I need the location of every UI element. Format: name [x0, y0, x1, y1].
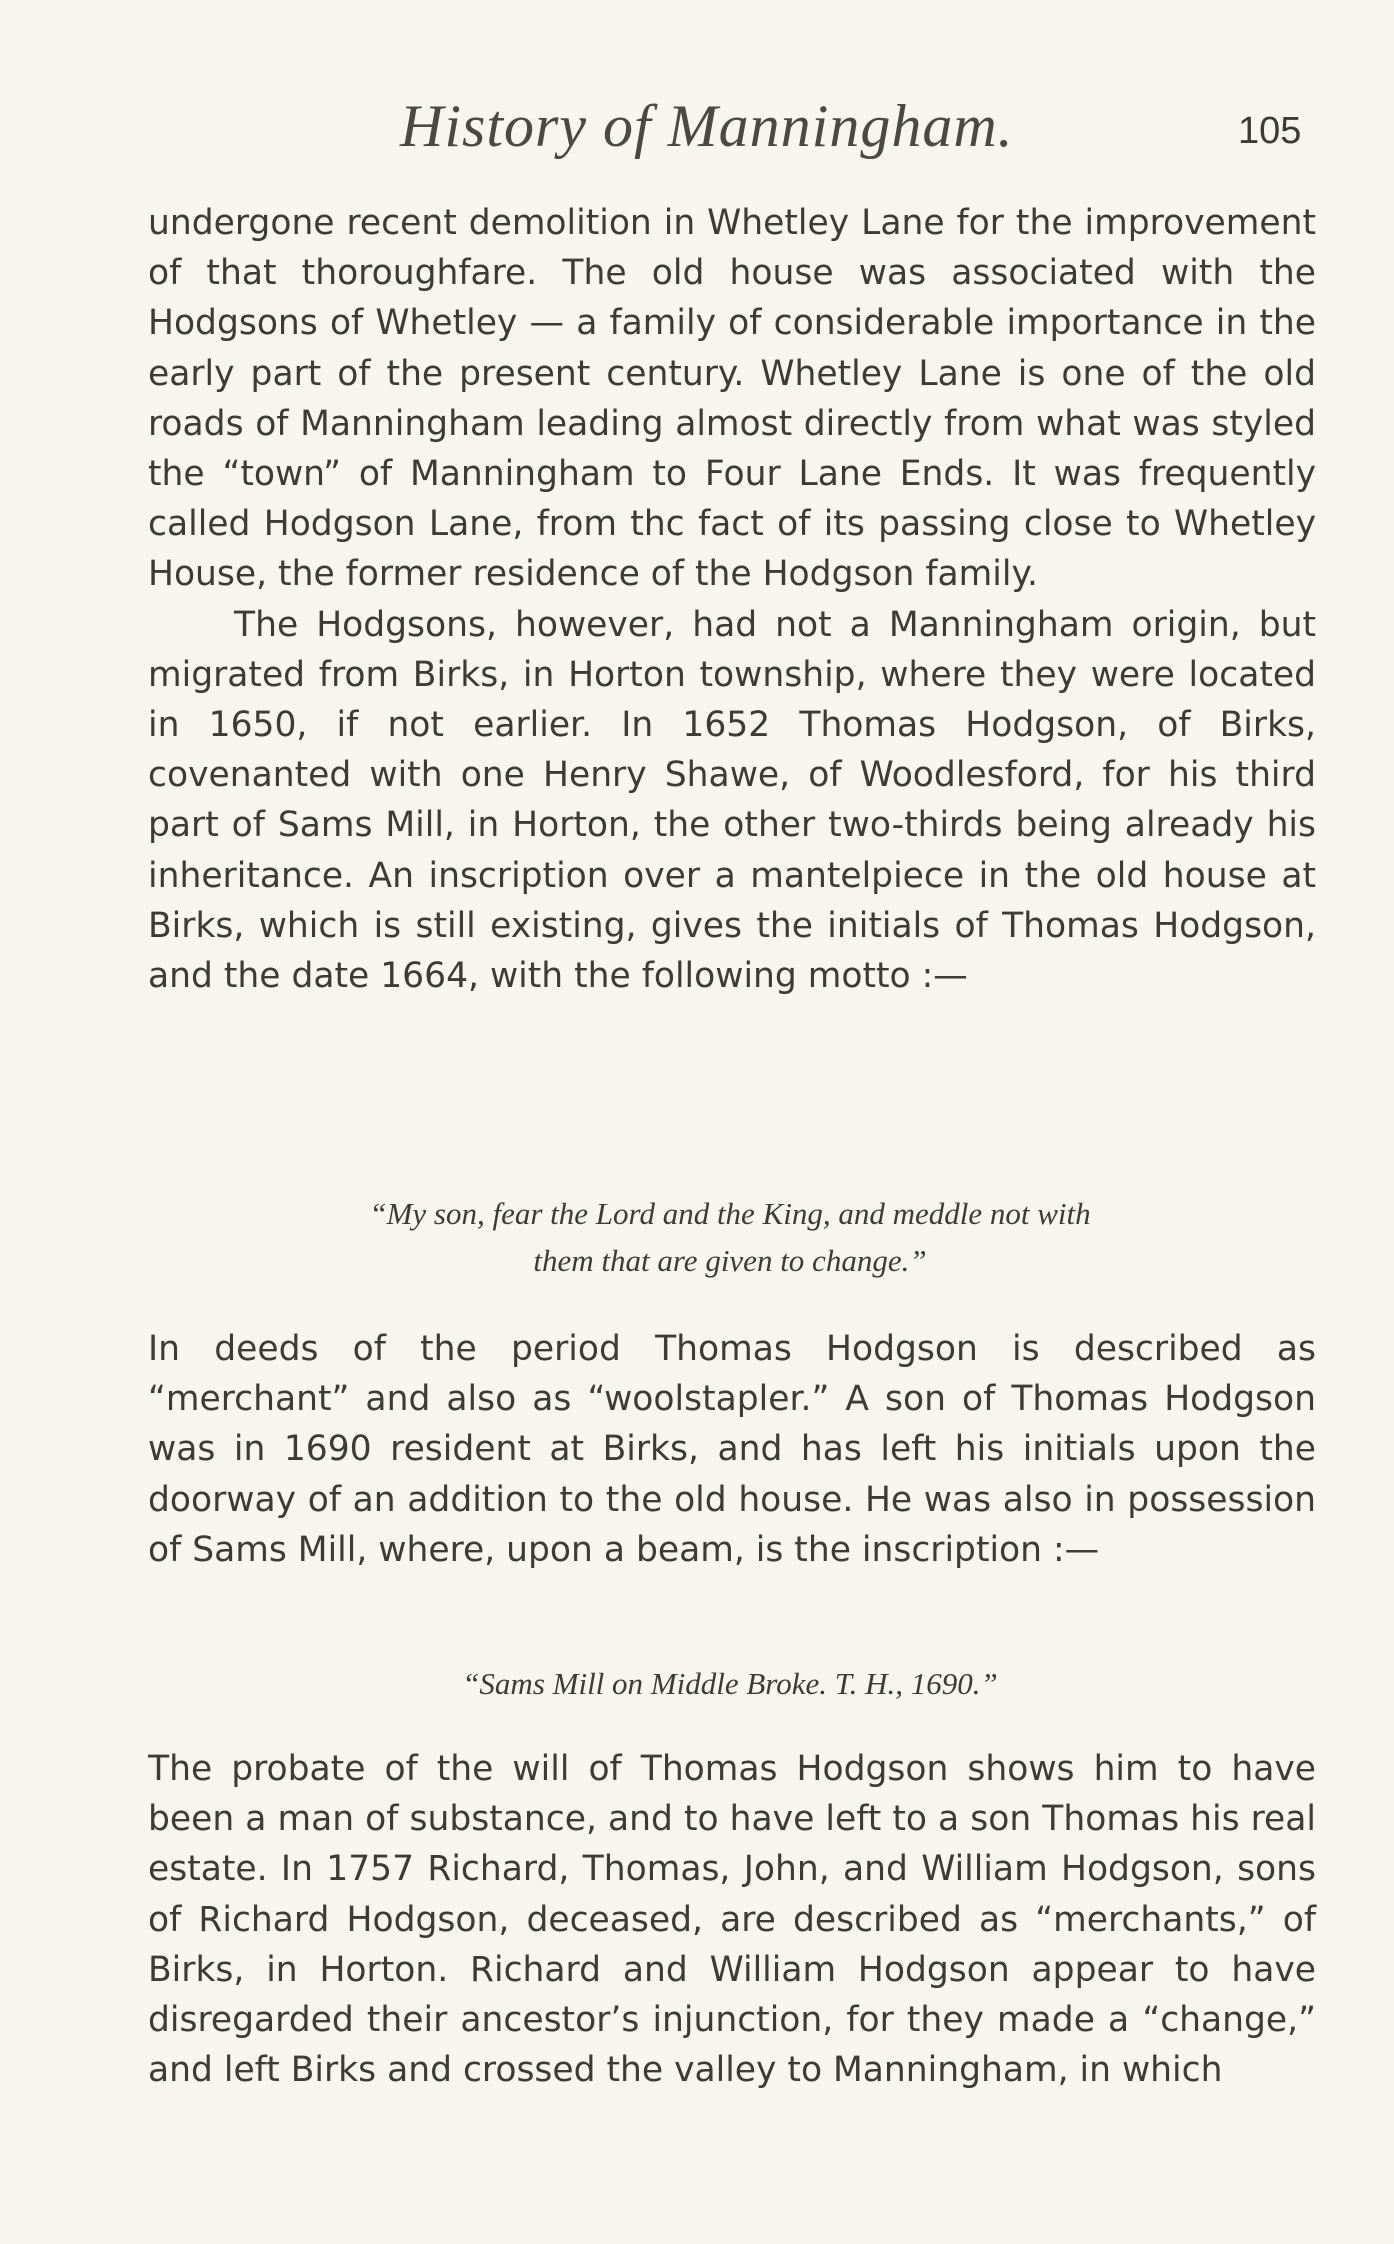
body-section-3: [148, 1744, 1316, 2095]
body-section-2: [148, 1324, 1316, 1575]
body-section-1: [148, 198, 1316, 1001]
motto-line-2: them that are given to change.”: [533, 1243, 927, 1278]
beam-inscription: “Sams Mill on Middle Broke. T. H., 1690.”: [462, 1666, 998, 1701]
paragraph-probate: The probate of the will of Thomas Hodgson shows him to have been a man of substance, and to have left to a son Thomas his real estate. In 1757 Richard, Thomas, John, and William Hodgson, sons of Richard Hodgson, deceased, are described as “merchants,” of Birks, in Horton. Richard and William Hodgson appear to have disregarded their ancestor’s injunction, for they made a “change,” and left Birks and crossed the valley to Manningham, in which: [148, 1749, 1316, 2091]
motto-quote: [150, 1190, 1310, 1284]
running-title: History of Manningham.: [400, 93, 1014, 159]
paragraph-hodgson-origin: The Hodgsons, however, had not a Manningham origin, but migrated from Birks, in Horton township, where they were located in 1650, if not earlier. In 1652 Thomas Hodgson, of Birks, covenanted with one Henry Shawe, of Woodlesford, for his third part of Sams Mill, in Horton, the other two-thirds being already his inheritance. An inscription over a mantelpiece in the old house at Birks, which is still existing, gives the initials of Thomas Hodgson, and the date 1664, with the following motto :—: [148, 604, 1316, 997]
beam-inscription-quote: [150, 1660, 1310, 1707]
motto-line-1: “My son, fear the Lord and the King, and meddle not with: [369, 1196, 1091, 1231]
page-header: [0, 92, 1394, 162]
paragraph-whetley-lane: undergone recent demolition in Whetley Lane for the improvement of that thoroughfare. The old house was associated with the Hodgsons of Whetley — a family of considerable importance in the early part of the present century. Whetley Lane is one of the old roads of Manningham leading almost directly from what was styled the “town” of Manningham to Four Lane Ends. It was frequently called Hodgson Lane, from thc fact of its passing close to Whetley House, the former residence of the Hodgson family.: [148, 203, 1316, 595]
page-number: 105: [1238, 110, 1302, 152]
paragraph-deeds: In deeds of the period Thomas Hodgson is described as “merchant” and also as “woolstapler.” A son of Thomas Hodgson was in 1690 resident at Birks, and has left his initials upon the doorway of an addition to the old house. He was also in possession of Sams Mill, where, upon a beam, is the inscription :—: [148, 1329, 1316, 1570]
